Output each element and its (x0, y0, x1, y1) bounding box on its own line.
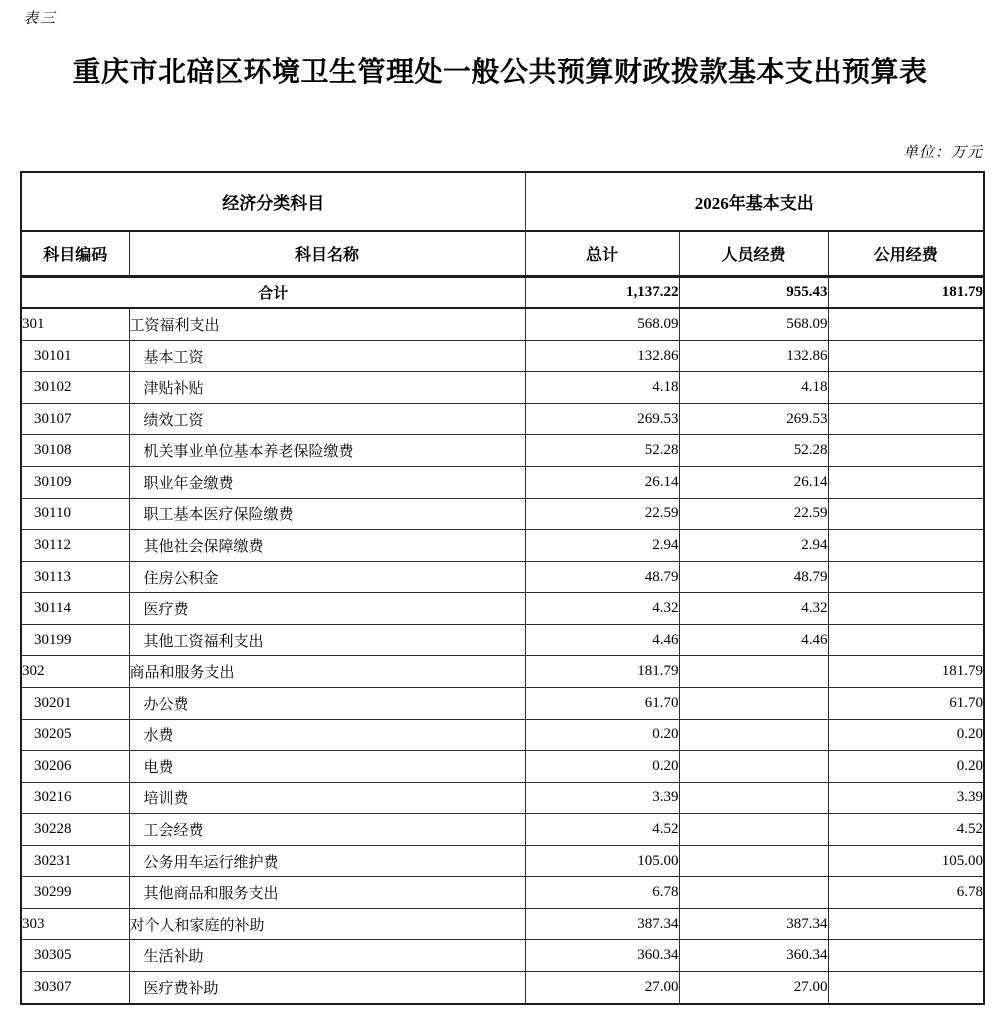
row-name-cell: 水费 (129, 719, 525, 751)
row-total-cell: 6.78 (525, 877, 679, 909)
row-personnel-cell (679, 877, 828, 909)
unit-note: 单位：万元 (902, 145, 983, 161)
row-code-cell: 30109 (21, 467, 129, 499)
row-total-cell: 22.59 (525, 498, 679, 530)
page-title: 重庆市北碚区环境卫生管理处一般公共预算财政拨款基本支出预算表 (72, 57, 928, 88)
row-code-cell: 301 (21, 308, 129, 340)
row-public-cell: 3.39 (828, 782, 984, 814)
row-personnel-cell: 4.46 (679, 624, 828, 656)
table-row (21, 403, 984, 435)
budget-table (20, 171, 985, 1005)
row-public-cell (828, 498, 984, 530)
table-row (21, 814, 984, 846)
row-total-cell: 181.79 (525, 656, 679, 688)
row-public-cell (828, 403, 984, 435)
summary-public-cell: 181.79 (828, 276, 984, 308)
row-personnel-cell: 4.18 (679, 372, 828, 404)
row-code-cell: 30305 (21, 940, 129, 972)
row-code-cell: 30108 (21, 435, 129, 467)
row-public-cell: 105.00 (828, 845, 984, 877)
header-subject-name: 科目名称 (129, 231, 525, 276)
row-total-cell: 61.70 (525, 687, 679, 719)
summary-personnel-cell: 955.43 (679, 276, 828, 308)
row-total-cell: 132.86 (525, 340, 679, 372)
row-total-cell: 4.46 (525, 624, 679, 656)
row-name-cell: 职工基本医疗保险缴费 (129, 498, 525, 530)
row-public-cell: 61.70 (828, 687, 984, 719)
row-personnel-cell: 132.86 (679, 340, 828, 372)
row-personnel-cell: 52.28 (679, 435, 828, 467)
row-personnel-cell: 387.34 (679, 908, 828, 940)
row-code-cell: 30102 (21, 372, 129, 404)
row-name-cell: 绩效工资 (129, 403, 525, 435)
header-personnel-funds: 人员经费 (679, 231, 828, 276)
row-name-cell: 办公费 (129, 687, 525, 719)
row-personnel-cell: 269.53 (679, 403, 828, 435)
row-personnel-cell: 22.59 (679, 498, 828, 530)
row-total-cell: 52.28 (525, 435, 679, 467)
row-total-cell: 27.00 (525, 972, 679, 1004)
row-code-cell: 30201 (21, 687, 129, 719)
table-row (21, 845, 984, 877)
row-name-cell: 津贴补贴 (129, 372, 525, 404)
row-public-cell: 0.20 (828, 719, 984, 751)
row-personnel-cell (679, 687, 828, 719)
row-name-cell: 其他商品和服务支出 (129, 877, 525, 909)
table-row (21, 624, 984, 656)
row-code-cell: 30110 (21, 498, 129, 530)
row-personnel-cell: 27.00 (679, 972, 828, 1004)
row-name-cell: 公务用车运行维护费 (129, 845, 525, 877)
row-total-cell: 4.18 (525, 372, 679, 404)
row-code-cell: 30228 (21, 814, 129, 846)
table-row (21, 498, 984, 530)
row-personnel-cell: 2.94 (679, 530, 828, 562)
header-basic-expenditure-2026: 2026年基本支出 (525, 172, 984, 231)
row-name-cell: 工资福利支出 (129, 308, 525, 340)
summary-total-cell: 1,137.22 (525, 276, 679, 308)
row-name-cell: 医疗费补助 (129, 972, 525, 1004)
row-public-cell (828, 308, 984, 340)
row-code-cell: 30112 (21, 530, 129, 562)
header-columns-row (21, 231, 984, 276)
row-public-cell: 0.20 (828, 751, 984, 783)
table-row (21, 782, 984, 814)
header-subject-code: 科目编码 (21, 231, 129, 276)
row-public-cell (828, 908, 984, 940)
row-code-cell: 30101 (21, 340, 129, 372)
row-public-cell: 6.78 (828, 877, 984, 909)
table-row (21, 719, 984, 751)
row-name-cell: 培训费 (129, 782, 525, 814)
row-name-cell: 其他社会保障缴费 (129, 530, 525, 562)
row-personnel-cell: 26.14 (679, 467, 828, 499)
row-public-cell: 181.79 (828, 656, 984, 688)
row-personnel-cell (679, 656, 828, 688)
row-name-cell: 电费 (129, 751, 525, 783)
table-row (21, 972, 984, 1004)
row-public-cell (828, 467, 984, 499)
row-code-cell: 302 (21, 656, 129, 688)
row-code-cell: 30107 (21, 403, 129, 435)
row-total-cell: 269.53 (525, 403, 679, 435)
row-name-cell: 职业年金缴费 (129, 467, 525, 499)
row-public-cell (828, 940, 984, 972)
row-personnel-cell (679, 814, 828, 846)
row-total-cell: 26.14 (525, 467, 679, 499)
table-row (21, 340, 984, 372)
table-row (21, 877, 984, 909)
row-public-cell (828, 340, 984, 372)
table-row (21, 687, 984, 719)
header-economic-classification: 经济分类科目 (21, 172, 525, 231)
row-personnel-cell: 568.09 (679, 308, 828, 340)
table-body (21, 308, 984, 1004)
row-personnel-cell (679, 845, 828, 877)
row-public-cell: 4.52 (828, 814, 984, 846)
row-public-cell (828, 561, 984, 593)
row-name-cell: 其他工资福利支出 (129, 624, 525, 656)
row-total-cell: 0.20 (525, 751, 679, 783)
row-personnel-cell (679, 782, 828, 814)
row-total-cell: 4.52 (525, 814, 679, 846)
row-personnel-cell: 4.32 (679, 593, 828, 625)
row-personnel-cell: 48.79 (679, 561, 828, 593)
row-personnel-cell (679, 751, 828, 783)
row-public-cell (828, 972, 984, 1004)
table-row (21, 530, 984, 562)
row-public-cell (828, 435, 984, 467)
summary-label: 合计 (21, 276, 525, 308)
row-code-cell: 30205 (21, 719, 129, 751)
row-total-cell: 105.00 (525, 845, 679, 877)
row-name-cell: 对个人和家庭的补助 (129, 908, 525, 940)
row-total-cell: 360.34 (525, 940, 679, 972)
row-name-cell: 医疗费 (129, 593, 525, 625)
header-public-funds: 公用经费 (828, 231, 984, 276)
budget-table-wrapper (20, 171, 983, 1005)
row-public-cell (828, 624, 984, 656)
table-number-label: 表三 (23, 11, 58, 27)
row-name-cell: 生活补助 (129, 940, 525, 972)
row-total-cell: 3.39 (525, 782, 679, 814)
row-code-cell: 30199 (21, 624, 129, 656)
table-row (21, 940, 984, 972)
row-name-cell: 住房公积金 (129, 561, 525, 593)
row-personnel-cell (679, 719, 828, 751)
table-row (21, 435, 984, 467)
header-total: 总计 (525, 231, 679, 276)
row-code-cell: 30231 (21, 845, 129, 877)
row-name-cell: 商品和服务支出 (129, 656, 525, 688)
table-row (21, 751, 984, 783)
row-code-cell: 303 (21, 908, 129, 940)
table-row (21, 372, 984, 404)
row-code-cell: 30299 (21, 877, 129, 909)
row-code-cell: 30113 (21, 561, 129, 593)
table-row (21, 593, 984, 625)
row-public-cell (828, 593, 984, 625)
row-code-cell: 30114 (21, 593, 129, 625)
row-total-cell: 0.20 (525, 719, 679, 751)
table-row (21, 561, 984, 593)
table-row (21, 908, 984, 940)
row-public-cell (828, 530, 984, 562)
row-total-cell: 568.09 (525, 308, 679, 340)
row-code-cell: 30216 (21, 782, 129, 814)
table-row (21, 656, 984, 688)
row-name-cell: 机关事业单位基本养老保险缴费 (129, 435, 525, 467)
row-name-cell: 基本工资 (129, 340, 525, 372)
header-group-row (21, 172, 984, 231)
row-personnel-cell: 360.34 (679, 940, 828, 972)
row-code-cell: 30307 (21, 972, 129, 1004)
row-total-cell: 2.94 (525, 530, 679, 562)
row-public-cell (828, 372, 984, 404)
row-total-cell: 48.79 (525, 561, 679, 593)
summary-row (21, 276, 984, 308)
row-code-cell: 30206 (21, 751, 129, 783)
row-total-cell: 4.32 (525, 593, 679, 625)
table-row (21, 467, 984, 499)
row-total-cell: 387.34 (525, 908, 679, 940)
table-row (21, 308, 984, 340)
row-name-cell: 工会经费 (129, 814, 525, 846)
